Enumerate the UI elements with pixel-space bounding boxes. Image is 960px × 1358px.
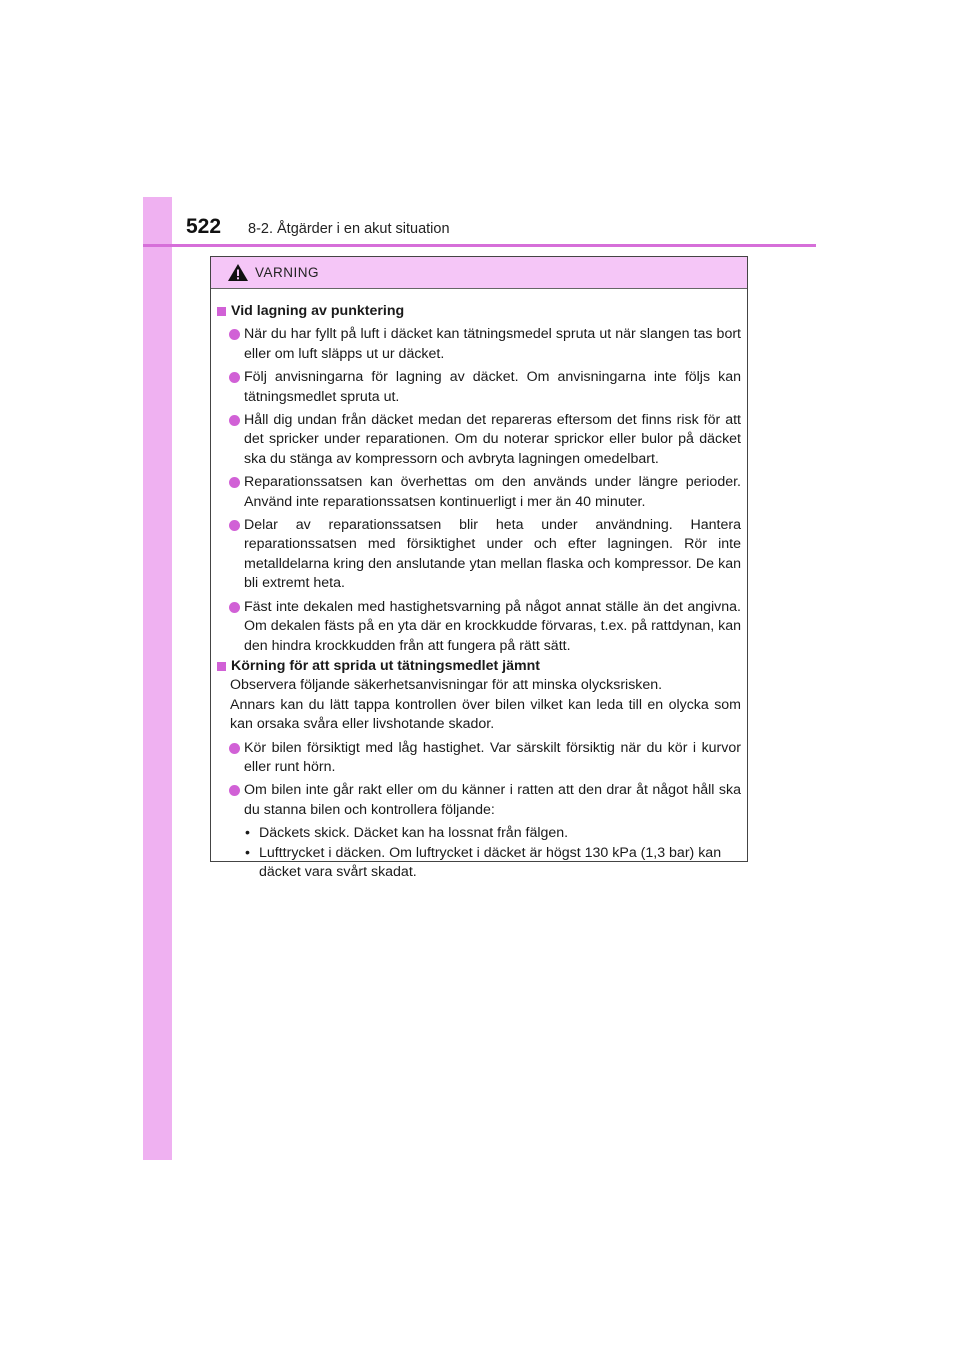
circle-bullet-icon <box>229 329 240 340</box>
circle-bullet-icon <box>229 602 240 613</box>
list-item: Håll dig undan från däcket medan det repareras eftersom det finns risk för att det spricker under reparationen. Om du noterar sprickor eller bulor på däcket ska du stänga av kompressorn och avbryta lagningen omedelbart. <box>229 411 741 469</box>
circle-bullet-icon <box>229 477 240 488</box>
list-item: Kör bilen försiktigt med låg hastighet. Var särskilt försiktig när du kör i kurvor eller runt hörn. <box>229 739 741 778</box>
square-bullet-icon <box>217 307 226 316</box>
intro-line: Observera följande säkerhetsanvisningar för att minska olycksrisken. <box>230 677 663 694</box>
circle-bullet-icon <box>229 520 240 531</box>
list-item: När du har fyllt på luft i däcket kan tätningsmedel spruta ut när slangen tas bort eller om luft släpps ut ur däcket. <box>229 325 741 364</box>
warning-header <box>211 257 747 289</box>
warning-label: VARNING <box>255 265 320 280</box>
circle-bullet-icon <box>229 415 240 426</box>
sub-list-item: • Däckets skick. Däcket kan ha lossnat från fälgen. <box>245 825 569 842</box>
intro-paragraph: Annars kan du lätt tappa kontrollen över bilen vilket kan leda till en olycka som kan orsaka svåra eller livshotande skador. <box>230 696 741 733</box>
header-rule <box>143 244 816 247</box>
sub-list <box>245 824 741 882</box>
list-item: Fäst inte dekalen med hastighetsvarning på något annat ställe än det angivna. Om dekalen fästs på en yta där en krockkudde förvaras, t.ex. på rattdynan, kan den hindra krockkudden från att fungera på rätt sätt. <box>229 598 741 656</box>
sub-list-item: • Lufttrycket i däcken. Om luftrycket i däcket är högst 130 kPa (1,3 bar) kan däcket vara svårt skadat. <box>245 844 722 880</box>
list-item: Om bilen inte går rakt eller om du känner i ratten att den drar åt något håll ska du stanna bilen och kontrollera följande: <box>229 781 741 820</box>
list-item: Reparationssatsen kan överhettas om den används under längre perioder. Använd inte reparationssatsen kontinuerligt i mer än 40 minuter. <box>229 473 741 512</box>
square-bullet-icon <box>217 662 226 671</box>
section-title: 8-2. Åtgärder i en akut situation <box>248 221 450 237</box>
page-number: 522 <box>186 215 222 238</box>
section-heading: Vid lagning av punktering <box>217 302 741 321</box>
section-heading: Körning för att sprida ut tätningsmedlet jämnt <box>217 657 741 676</box>
circle-bullet-icon <box>229 785 240 796</box>
list-item: Följ anvisningarna för lagning av däcket. Om anvisningarna inte följs kan tätningsmedlet spruta ut. <box>229 368 741 407</box>
warning-box <box>210 256 748 880</box>
warning-body <box>211 289 747 882</box>
warning-triangle-icon <box>227 263 249 282</box>
circle-bullet-icon <box>229 372 240 383</box>
circle-bullet-icon <box>229 743 240 754</box>
side-strip <box>143 197 172 1160</box>
list-item: Delar av reparationssatsen blir heta under användning. Hantera reparationssatsen med försiktighet under och efter lagningen. Rör inte metalldelarna kring den anslutande ytan mellan flaska och kompressor. De kan bli extremt heta. <box>229 516 741 594</box>
